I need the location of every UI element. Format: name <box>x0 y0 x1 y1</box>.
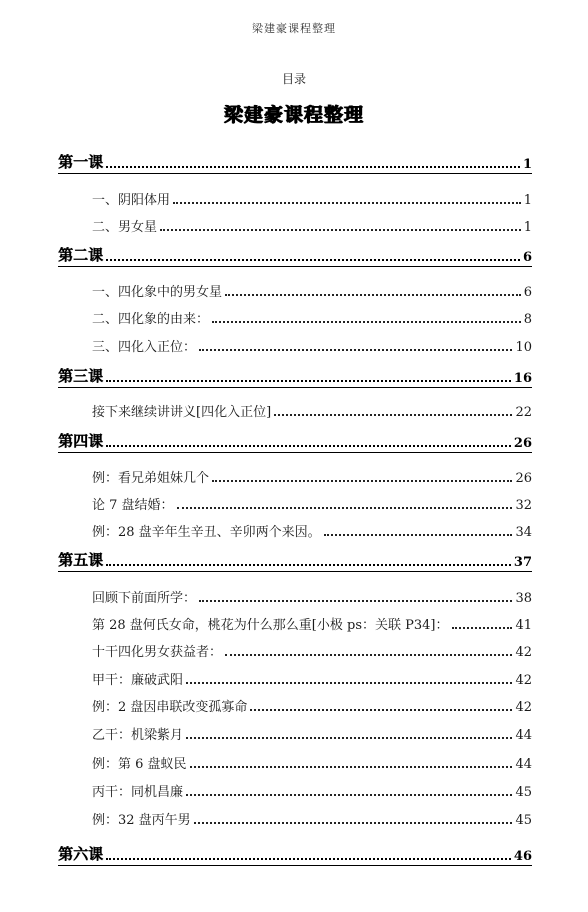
toc-entry-text: 接下来继续讲讲义[四化入正位] <box>92 405 272 420</box>
toc-entry-text: 例：看兄弟姐妹几个 <box>92 471 210 486</box>
toc-page-number: 42 <box>515 645 532 660</box>
toc-leader-dots <box>106 259 520 261</box>
lesson-underline <box>58 452 532 453</box>
running-header: 梁建豪课程整理 <box>252 22 336 35</box>
lesson-underline <box>58 387 532 388</box>
lesson-underline <box>58 266 532 267</box>
toc-page-number: 34 <box>515 525 532 540</box>
toc-leader-dots <box>106 166 520 168</box>
toc-entry-text: 二、男女星 <box>92 220 158 235</box>
toc-page-number: 6 <box>523 285 532 300</box>
toc-page-number: 1 <box>523 220 532 235</box>
toc-entry-text: 第 28 盘何氏女命，桃花为什么那么重[小极 ps：关联 P34]： <box>92 618 449 633</box>
toc-page-number: 45 <box>515 813 532 828</box>
toc-leader-dots <box>173 202 521 204</box>
toc-leader-dots <box>106 445 511 447</box>
toc-leader-dots <box>212 321 521 323</box>
toc-page-number: 26 <box>513 436 532 451</box>
toc-page-number: 1 <box>522 157 532 172</box>
toc-page-number: 41 <box>515 618 532 633</box>
toc-leader-dots <box>324 534 513 536</box>
toc-label: 目录 <box>281 72 306 86</box>
lesson-underline <box>58 571 532 572</box>
toc-sub-entry[interactable] <box>92 518 532 540</box>
toc-entry-text: 第四课 <box>58 432 104 450</box>
toc-entry-text: 第一课 <box>58 153 104 171</box>
lesson-underline <box>58 173 532 174</box>
toc-sub-entry[interactable] <box>92 721 532 743</box>
toc-page-number: 37 <box>513 555 532 570</box>
toc-entry-text: 第六课 <box>58 845 104 863</box>
toc-sub-entry[interactable] <box>92 333 532 355</box>
toc-page-number: 1 <box>523 193 532 208</box>
toc-leader-dots <box>106 564 511 566</box>
toc-entry-text: 一、阴阳体用 <box>92 193 171 208</box>
toc-lesson-entry[interactable] <box>58 840 532 864</box>
toc-entry-text: 十干四化男女获益者： <box>92 645 223 660</box>
toc-sub-entry[interactable] <box>92 213 532 235</box>
toc-entry-text: 丙干：同机昌廉 <box>92 785 184 800</box>
toc-lesson-entry[interactable] <box>58 241 532 265</box>
toc-entry-text: 二、四化象的由来： <box>92 312 210 327</box>
toc-entry-text: 甲干：廉破武阳 <box>92 673 184 688</box>
toc-leader-dots <box>186 682 512 684</box>
toc-leader-dots <box>160 229 521 231</box>
toc-leader-dots <box>212 480 512 482</box>
toc-leader-dots <box>199 349 512 351</box>
toc-entry-text: 第二课 <box>58 246 104 264</box>
toc-page-number: 26 <box>515 471 532 486</box>
toc-leader-dots <box>186 737 512 739</box>
toc-leader-dots <box>194 822 513 824</box>
toc-lesson-entry[interactable] <box>58 148 532 172</box>
toc-sub-entry[interactable] <box>92 806 532 828</box>
toc-lesson-entry[interactable] <box>58 362 532 386</box>
toc-entry-text: 回顾下前面所学： <box>92 591 197 606</box>
toc-lesson-entry[interactable] <box>58 546 532 570</box>
toc-entry-text: 例：32 盘丙午男 <box>92 813 191 828</box>
toc-leader-dots <box>274 414 512 416</box>
toc-sub-entry[interactable] <box>92 186 532 208</box>
toc-entry-text: 论 7 盘结婚： <box>92 498 174 513</box>
toc-entry-text: 三、四化入正位： <box>92 340 197 355</box>
toc-entry-text: 例：28 盘辛年生辛丑、辛卯两个来因。 <box>92 525 321 540</box>
toc-leader-dots <box>177 507 513 509</box>
toc-entry-text: 第三课 <box>58 367 104 385</box>
toc-leader-dots <box>106 858 511 860</box>
toc-sub-entry[interactable] <box>92 778 532 800</box>
toc-sub-entry[interactable] <box>92 305 532 327</box>
toc-sub-entry[interactable] <box>92 278 532 300</box>
toc-sub-entry[interactable] <box>92 638 532 660</box>
toc-sub-entry[interactable] <box>92 464 532 486</box>
toc-sub-entry[interactable] <box>92 584 532 606</box>
toc-entry-text: 第五课 <box>58 551 104 569</box>
toc-page-number: 16 <box>513 371 532 386</box>
toc-leader-dots <box>225 654 512 656</box>
toc-page-number: 6 <box>522 250 532 265</box>
toc-page-number: 42 <box>515 673 532 688</box>
toc-page-number: 32 <box>515 498 532 513</box>
toc-sub-entry[interactable] <box>92 611 532 633</box>
toc-leader-dots <box>250 709 512 711</box>
toc-entry-text: 例：2 盘因串联改变孤寡命 <box>92 700 248 715</box>
toc-leader-dots <box>190 766 513 768</box>
toc-page-number: 44 <box>515 728 532 743</box>
page-title: 梁建豪课程整理 <box>223 104 364 126</box>
toc-leader-dots <box>186 794 512 796</box>
toc-entry-text: 一、四化象中的男女星 <box>92 285 223 300</box>
toc-sub-entry[interactable] <box>92 666 532 688</box>
toc-sub-entry[interactable] <box>92 750 532 772</box>
toc-sub-entry[interactable] <box>92 693 532 715</box>
toc-leader-dots <box>452 627 513 629</box>
toc-sub-entry[interactable] <box>92 491 532 513</box>
toc-page-number: 44 <box>515 757 532 772</box>
toc-leader-dots <box>106 380 511 382</box>
lesson-underline <box>58 865 532 866</box>
toc-page-number: 46 <box>513 849 532 864</box>
toc-lesson-entry[interactable] <box>58 427 532 451</box>
toc-page-number: 38 <box>515 591 532 606</box>
toc-page-number: 8 <box>523 312 532 327</box>
toc-entry-text: 乙干：机梁紫月 <box>92 728 184 743</box>
toc-entry-text: 例：第 6 盘蚁民 <box>92 757 187 772</box>
toc-leader-dots <box>225 294 521 296</box>
toc-page-number: 22 <box>515 405 532 420</box>
toc-page-number: 42 <box>515 700 532 715</box>
toc-page-number: 10 <box>515 340 532 355</box>
toc-leader-dots <box>199 600 512 602</box>
toc-page-number: 45 <box>515 785 532 800</box>
toc-sub-entry[interactable] <box>92 398 532 420</box>
